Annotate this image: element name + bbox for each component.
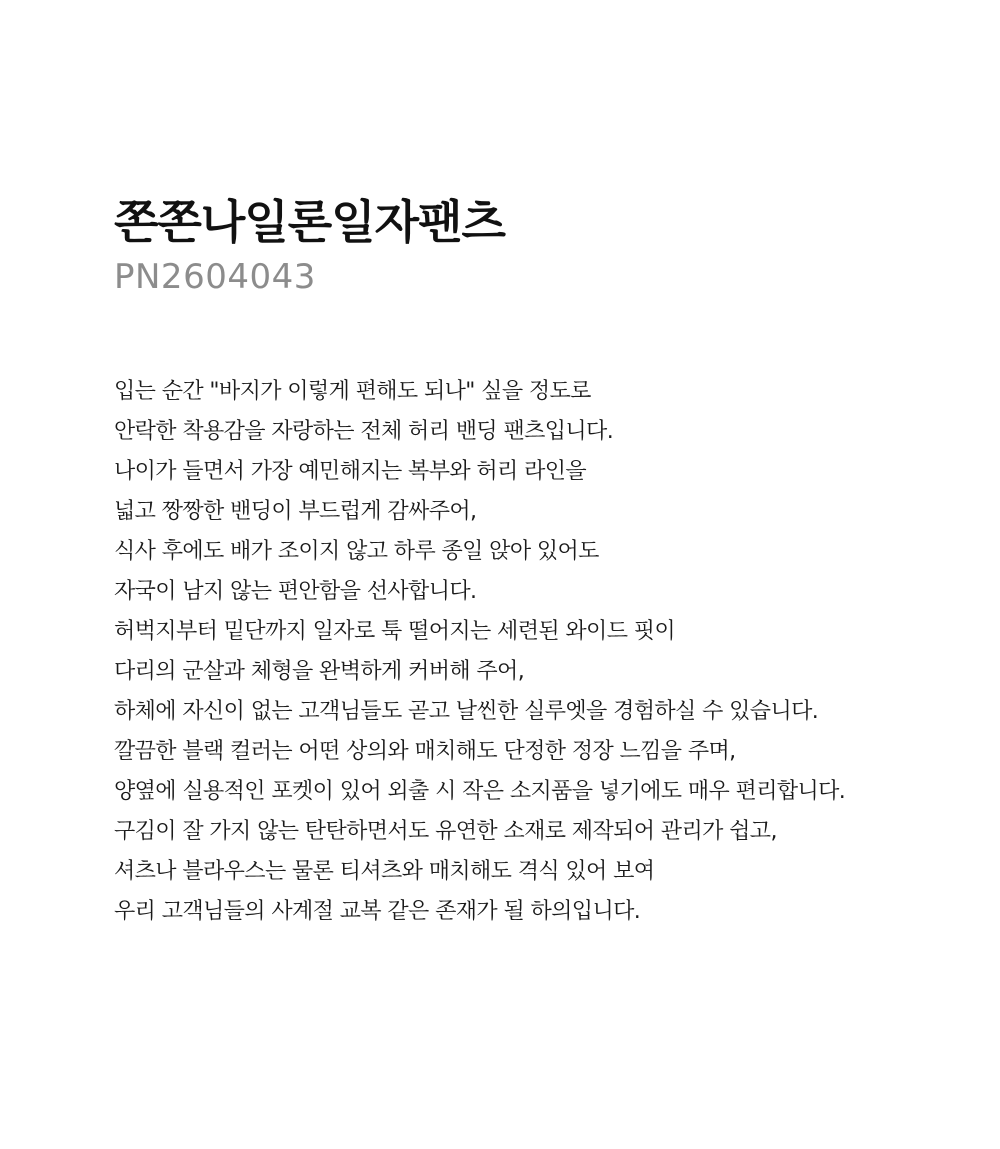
product-code: PN2604043 — [114, 257, 316, 297]
description-line: 구김이 잘 가지 않는 탄탄하면서도 유연한 소재로 제작되어 관리가 쉽고, — [114, 819, 777, 844]
description-line: 자국이 남지 않는 편안함을 선사합니다. — [114, 579, 477, 604]
description-line: 입는 순간 "바지가 이렇게 편해도 되나" 싶을 정도로 — [114, 379, 591, 404]
description-line: 안락한 착용감을 자랑하는 전체 허리 밴딩 팬츠입니다. — [114, 419, 614, 444]
product-title: 쫀쫀나일론일자팬츠 — [114, 195, 505, 249]
description-line: 깔끔한 블랙 컬러는 어떤 상의와 매치해도 단정한 정장 느낌을 주며, — [114, 739, 736, 764]
description-line: 다리의 군살과 체형을 완벽하게 커버해 주어, — [114, 659, 525, 684]
description-line: 식사 후에도 배가 조이지 않고 하루 종일 앉아 있어도 — [114, 539, 599, 564]
product-header — [114, 190, 914, 300]
description-line: 나이가 들면서 가장 예민해지는 복부와 허리 라인을 — [114, 459, 587, 484]
product-description — [114, 372, 934, 932]
description-line: 셔츠나 블라우스는 물론 티셔츠와 매치해도 격식 있어 보여 — [114, 859, 655, 884]
description-line: 넓고 짱짱한 밴딩이 부드럽게 감싸주어, — [114, 499, 477, 524]
description-line: 하체에 자신이 없는 고객님들도 곧고 날씬한 실루엣을 경험하실 수 있습니다. — [114, 699, 819, 724]
description-line: 우리 고객님들의 사계절 교복 같은 존재가 될 하의입니다. — [114, 899, 641, 924]
description-line: 양옆에 실용적인 포켓이 있어 외출 시 작은 소지품을 넣기에도 매우 편리합니다. — [114, 779, 846, 804]
description-line: 허벅지부터 밑단까지 일자로 툭 떨어지는 세련된 와이드 핏이 — [114, 619, 676, 644]
